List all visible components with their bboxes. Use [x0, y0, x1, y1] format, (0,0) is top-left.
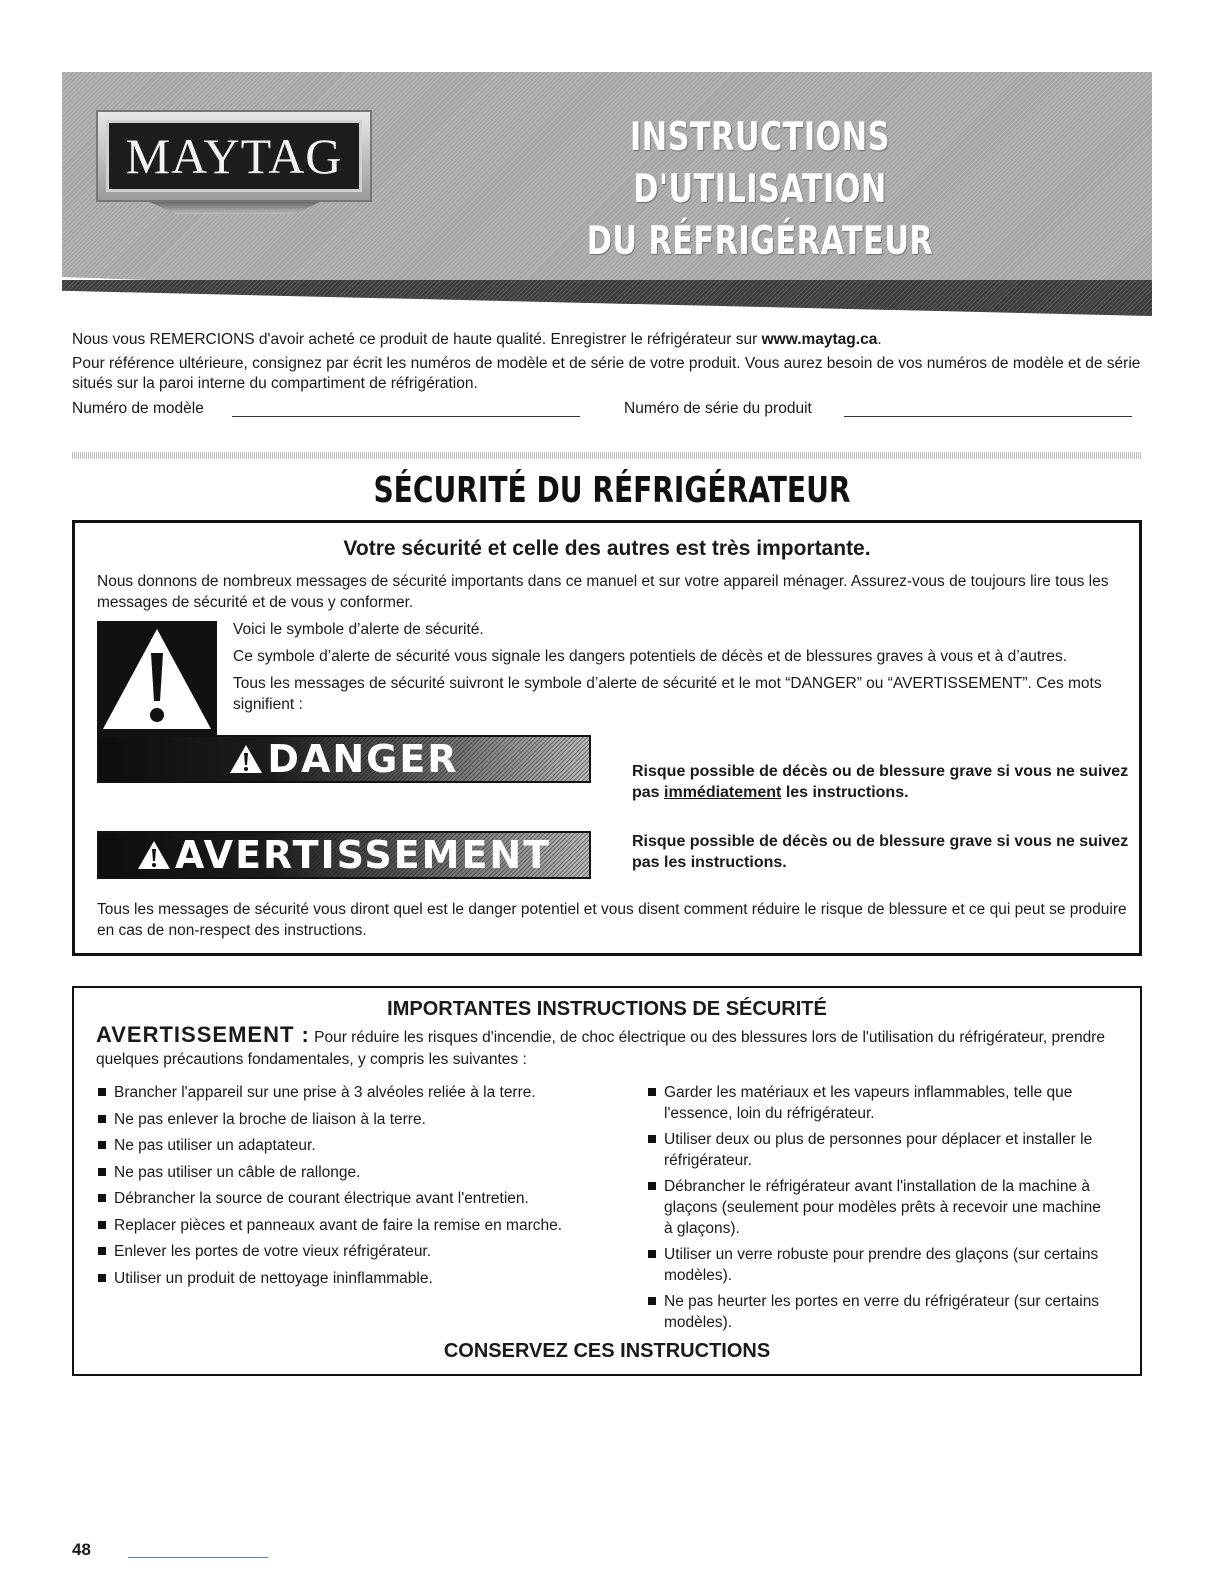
warning-alert-icon	[137, 840, 171, 870]
safety-paragraph-2: Tous les messages de sécurité vous diront quel est le danger potentiel et vous disent comment réduire le risque de blessure et ce qui peut se produire en cas de non-respect des instructions.	[97, 901, 1127, 939]
danger-signal-bar	[97, 735, 591, 783]
thanks-end: .	[877, 331, 882, 348]
list-item	[96, 1268, 636, 1289]
intro-text	[72, 330, 1152, 398]
square-bullet-icon	[98, 1247, 106, 1255]
list-item-text: Utiliser deux ou plus de personnes pour déplacer et installer le réfrigérateur.	[664, 1131, 1093, 1169]
maytag-logo	[96, 110, 372, 202]
square-bullet-icon	[98, 1274, 106, 1282]
warning-label	[137, 833, 551, 877]
document-title-line2: DU RÉFRIGÉRATEUR	[586, 219, 934, 264]
square-bullet-icon	[98, 1221, 106, 1229]
list-item-text: Utiliser un produit de nettoyage ininflammable.	[114, 1269, 433, 1287]
alert-explanation	[233, 619, 1113, 721]
section-title: SÉCURITÉ DU RÉFRIGÉRATEUR	[373, 470, 851, 511]
danger-alert-icon	[229, 744, 263, 774]
danger-description	[632, 761, 1132, 803]
model-number-line[interactable]	[232, 416, 580, 417]
list-item-text: Ne pas enlever la broche de liaison à la terre.	[114, 1110, 426, 1128]
list-item-text: Enlever les portes de votre vieux réfrigérateur.	[114, 1243, 432, 1260]
logo-base	[150, 202, 320, 214]
square-bullet-icon	[648, 1088, 656, 1096]
logo-text: MAYTAG	[106, 120, 362, 192]
danger-desc-text: Risque possible de décès ou de blessure grave si vous ne suivez pas	[632, 763, 1129, 801]
safety-box	[72, 520, 1142, 956]
document-title	[510, 112, 1009, 268]
list-item	[646, 1082, 1106, 1124]
list-item-text: Débrancher la source de courant électrique avant l'entretien.	[114, 1190, 529, 1207]
alert-line-1: Voici le symbole d’alerte de sécurité.	[233, 621, 484, 638]
list-item-text: Brancher l'appareil sur une prise à 3 alvéoles reliée à la terre.	[114, 1084, 536, 1101]
danger-desc-end: les instructions.	[781, 784, 909, 801]
thanks-text: Nous vous REMERCIONS d'avoir acheté ce produit de haute qualité. Enregistrer le réfrigérateur sur	[72, 331, 762, 348]
list-item-text: Débrancher le réfrigérateur avant l'installation de la machine à glaçons (seulement pour modèles prêts à recevoir une machine à glaçons).	[664, 1178, 1101, 1237]
square-bullet-icon	[98, 1088, 106, 1096]
list-item-text: Replacer pièces et panneaux avant de faire la remise en marche.	[114, 1216, 563, 1234]
list-item-text: Garder les matériaux et les vapeurs inflammables, telle que l'essence, loin du réfrigérateur.	[664, 1084, 1073, 1122]
list-item	[96, 1135, 636, 1156]
instructions-warning	[96, 1024, 1126, 1071]
list-item-text: Ne pas utiliser un adaptateur.	[114, 1137, 316, 1154]
list-item	[96, 1215, 636, 1236]
square-bullet-icon	[648, 1182, 656, 1190]
warning-description: Risque possible de décès ou de blessure grave si vous ne suivez pas les instructions.	[632, 833, 1129, 871]
danger-desc-emphasis: immédiatement	[664, 784, 782, 801]
model-number-label: Numéro de modèle	[72, 400, 204, 417]
warning-text: Pour réduire les risques d'incendie, de choc électrique ou des blessures lors de l'utilisation du réfrigérateur, prendre quelques précautions fondamentales, y compris les suivantes :	[96, 1029, 1105, 1068]
list-item	[646, 1129, 1106, 1171]
warning-heading: AVERTISSEMENT :	[96, 1022, 310, 1047]
left-instruction-list	[96, 1082, 636, 1294]
list-item	[96, 1241, 636, 1262]
footer-rule	[128, 1557, 268, 1558]
serial-number-label: Numéro de série du produit	[624, 400, 812, 417]
website-link[interactable]: www.maytag.ca	[761, 331, 878, 348]
alert-line-3: Tous les messages de sécurité suivront le symbole d’alerte de sécurité et le mot “DANGER” ou “AVERTISSEMENT”. Ces mots signifient :	[233, 675, 1102, 713]
header-banner-swoosh	[62, 280, 1152, 316]
instructions-footer: CONSERVEZ CES INSTRUCTIONS	[443, 1340, 771, 1362]
instructions-box	[72, 986, 1142, 1376]
list-item-text: Ne pas heurter les portes en verre du réfrigérateur (sur certains modèles).	[664, 1293, 1100, 1331]
page-number: 48	[72, 1540, 91, 1559]
document-title-line1: INSTRUCTIONS D'UTILISATION	[630, 115, 890, 212]
square-bullet-icon	[648, 1250, 656, 1258]
square-bullet-icon	[98, 1141, 106, 1149]
safety-paragraph-1: Nous donnons de nombreux messages de sécurité importants dans ce manuel et sur votre appareil ménager. Assurez-vous de toujours lire tous les messages de sécurité et de vous y conformer.	[97, 573, 1109, 611]
alert-line-2: Ce symbole d’alerte de sécurité vous signale les dangers potentiels de décès et de blessures graves à vous et à d’autres.	[233, 648, 1068, 665]
danger-label	[229, 737, 458, 781]
danger-word: DANGER	[267, 737, 459, 781]
warning-signal-bar	[97, 831, 591, 879]
list-item	[646, 1176, 1106, 1239]
square-bullet-icon	[98, 1194, 106, 1202]
list-item	[96, 1188, 636, 1209]
list-item	[96, 1162, 636, 1183]
instructions-title: IMPORTANTES INSTRUCTIONS DE SÉCURITÉ	[387, 998, 827, 1020]
square-bullet-icon	[98, 1115, 106, 1123]
right-instruction-list	[646, 1082, 1106, 1338]
number-fields	[72, 400, 1152, 422]
list-item	[96, 1109, 636, 1130]
list-item	[96, 1082, 636, 1103]
square-bullet-icon	[648, 1297, 656, 1305]
square-bullet-icon	[648, 1135, 656, 1143]
list-item	[646, 1244, 1106, 1286]
warning-triangle-icon	[97, 621, 217, 736]
thanks-paragraph	[72, 330, 1152, 350]
serial-number-line[interactable]	[844, 416, 1132, 417]
list-item-text: Ne pas utiliser un câble de rallonge.	[114, 1163, 361, 1181]
safety-box-title: Votre sécurité et celle des autres est très importante.	[343, 537, 871, 560]
section-divider	[72, 452, 1142, 459]
warning-word: AVERTISSEMENT	[174, 833, 552, 877]
list-item-text: Utiliser un verre robuste pour prendre des glaçons (sur certains modèles).	[664, 1246, 1099, 1284]
list-item	[646, 1291, 1106, 1333]
square-bullet-icon	[98, 1168, 106, 1176]
reference-paragraph: Pour référence ultérieure, consignez par écrit les numéros de modèle et de série de votre produit. Vous aurez besoin de vos numéros de modèle et de série situés sur la paroi interne du compartiment de réfrigération.	[72, 355, 1141, 392]
